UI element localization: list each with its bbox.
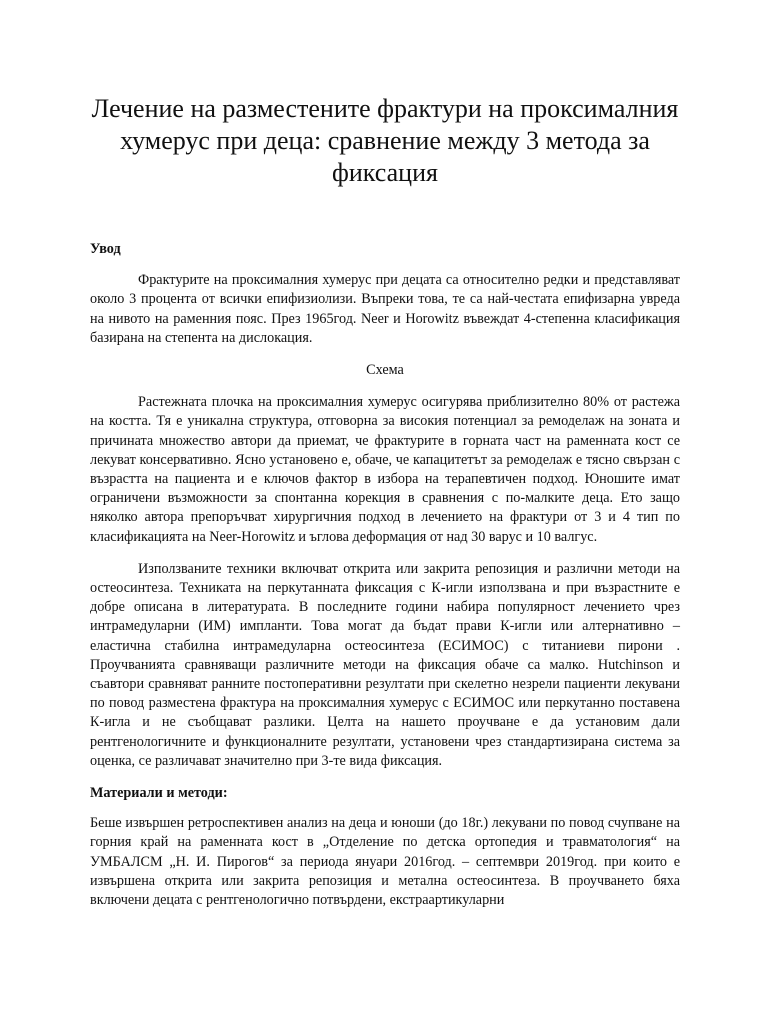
paragraph-intro-3: Използваните техники включват открита или закрита репозиция и различни методи на остеосинтеза. Техниката на перкутанната фиксация с К-игли използвана и при възрастните е добре описана в литературата. В последните години набира популярност лечението чрез интрамедуларни (ИМ) импланти. Това могат да бъдат прави К-игли или алтернативно – еластична стабилна интрамедуларна остеосинтеза (ЕСИМОС) с титаниеви пирони . Проучванията сравняващи различните методи на фиксация обаче са малко. Hutchinson и съавтори сравняват ранните постоперативни резултати при скелетно незрели пациенти лекувани по повод разместена фрактура на проксималния хумерус с ЕСИМОС или перкутанно поставена К-игла и не съобщават разлики. Целта на нашето проучване е да установим дали рентгенологичните и функционалните резултати, установени чрез стандартизирана система за оценка, се различават значително при 3-те вида фиксация. [90, 560, 680, 769]
section-heading-intro: Увод [90, 241, 121, 257]
paragraph-intro-1: Фрактурите на проксималния хумерус при децата са относително редки и представляват около 3 процента от всички епифизиолизи. Въпреки това, те са най-честата епифизарна увреда на нивото на раменния пояс. През 1965год. Neer и Horowitz въвеждат 4-степенна класификация базирана на степента на дислокация. [90, 272, 680, 346]
paragraph-methods-1: Беше извършен ретроспективен анализ на деца и юноши (до 18г.) лекувани по повод счупване на горния край на раменната кост в „Отделение по детска ортопедия и травматология“ на УМБАЛСМ „Н. И. Пирогов“ за периода януари 2016год. – септември 2019год. при които е извършена открита или закрита репозиция и метална остеосинтеза. В проучването бяха включени децата с рентгенологично потвърдени, екстраартикуларни [90, 815, 680, 909]
document-title: Лечение на разместените фрактури на проксималния хумерус при деца: сравнение между 3 метода за фиксация [91, 94, 679, 187]
section-heading-methods: Материали и методи: [90, 785, 228, 802]
paragraph-intro-2: Растежната плочка на проксималния хумерус осигурява приблизително 80% от растежа на костта. Тя е уникална структура, отговорна за високия потенциал за ремоделаж на зоната и причината множество автори да приемат, че фрактурите в горната част на раменната кост се лекуват консервативно. Ясно установено е, обаче, че капацитетът за ремоделаж е тясно свързан с възрастта на пациента и е ключов фактор в избора на терапевтичен подход. Юношите имат ограничени възможности за спонтанна корекция в сравнения с по-малките деца. Ето защо няколко автора препоръчват хирургичния подход в лечението на фрактури от 3 и 4 тип по класификацията на Neer-Horowitz и ъглова деформация от над 30 варус и 10 валгус. [90, 394, 680, 545]
document-body [90, 240, 680, 923]
scheme-label: Схема [366, 362, 404, 379]
